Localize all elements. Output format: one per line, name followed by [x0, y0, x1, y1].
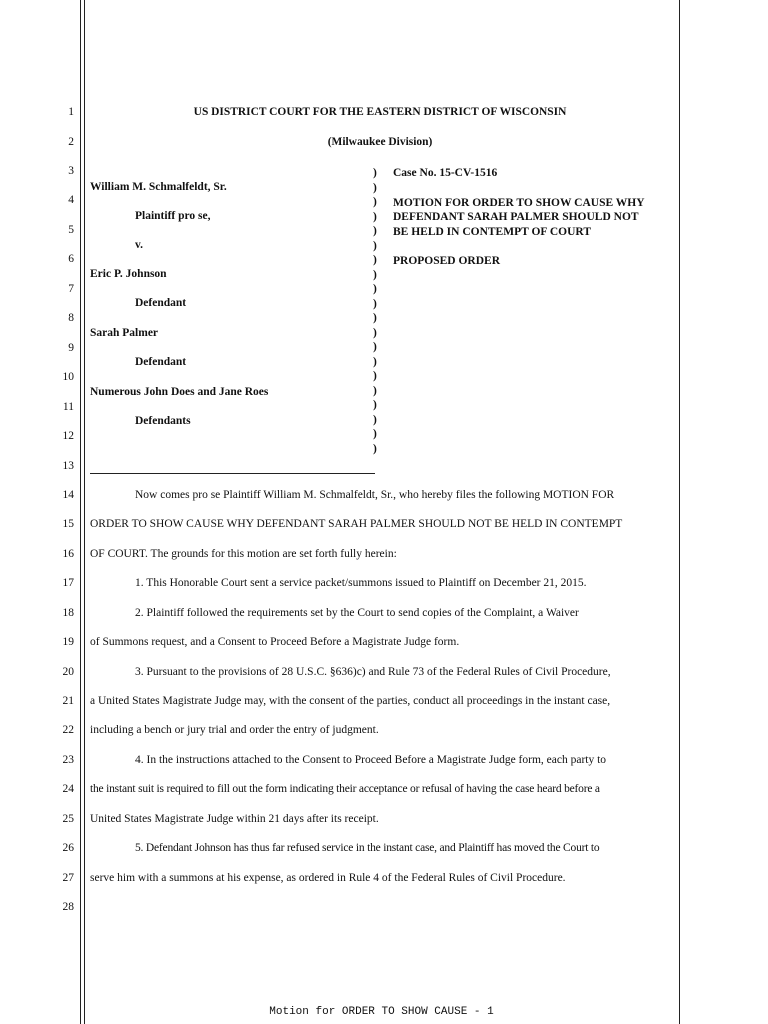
- caption-paren: ): [373, 384, 377, 397]
- line-number: 3: [68, 165, 74, 177]
- court-title: US DISTRICT COURT FOR THE EASTERN DISTRICT OF WISCONSIN: [193, 106, 567, 118]
- caption-paren: ): [373, 196, 377, 208]
- line-number: 8: [68, 312, 74, 324]
- caption-paren: ): [373, 167, 377, 179]
- defendant-2-name: Sarah Palmer: [90, 327, 159, 339]
- paragraph-4-line-1: 4. In the instructions attached to the Consent to Proceed Before a Magistrate Judge form, each party to: [135, 754, 607, 766]
- caption-paren: ): [373, 181, 377, 194]
- caption-paren: ): [373, 428, 377, 440]
- caption-paren: ): [373, 297, 377, 310]
- plaintiff-role: Plaintiff pro se,: [135, 210, 211, 222]
- body-line-14: Now comes pro se Plaintiff William M. Schmalfeldt, Sr., who hereby files the following MOTION FOR: [135, 489, 615, 501]
- versus: v.: [135, 239, 143, 251]
- line-number: 14: [62, 489, 74, 501]
- defendant-1-role: Defendant: [135, 297, 187, 309]
- caption-paren: ): [373, 442, 377, 455]
- defendant-2-role: Defendant: [135, 356, 187, 368]
- left-margin-line-inner: [84, 0, 85, 1024]
- line-number: 10: [62, 371, 74, 383]
- line-number: 18: [62, 607, 74, 619]
- line-number: 26: [62, 842, 74, 854]
- line-number: 4: [68, 194, 74, 206]
- line-number: 7: [68, 283, 74, 295]
- case-number: Case No. 15-CV-1516: [393, 167, 498, 179]
- body-line-16: OF COURT. The grounds for this motion are set forth fully herein:: [90, 548, 397, 560]
- plaintiff-name: William M. Schmalfeldt, Sr.: [90, 181, 227, 193]
- caption-paren: ): [373, 239, 377, 252]
- line-number: 15: [62, 518, 74, 530]
- caption-paren: ): [373, 268, 377, 281]
- motion-title-line-1: MOTION FOR ORDER TO SHOW CAUSE WHY: [393, 197, 645, 209]
- caption-parentheses: [373, 166, 383, 456]
- court-division: (Milwaukee Division): [327, 136, 433, 148]
- caption-paren: ): [373, 210, 377, 223]
- paragraph-4-line-2: the instant suit is required to fill out the form indicating their acceptance or refusal of having the case heard before a: [90, 783, 600, 795]
- line-number: 20: [62, 666, 74, 678]
- right-margin-line: [679, 0, 680, 1024]
- line-number: 12: [62, 430, 74, 442]
- proposed-order: PROPOSED ORDER: [393, 255, 501, 267]
- line-number: 17: [62, 577, 74, 589]
- paragraph-5-line-1: 5. Defendant Johnson has thus far refused service in the instant case, and Plaintiff has moved the Court to: [135, 842, 600, 854]
- paragraph-5-line-2: serve him with a summons at his expense, as ordered in Rule 4 of the Federal Rules of Civil Procedure.: [90, 872, 566, 884]
- caption-paren: ): [373, 283, 377, 295]
- caption-paren: ): [373, 413, 377, 426]
- line-number: 23: [62, 754, 74, 766]
- caption-paren: ): [373, 312, 377, 324]
- line-number: 16: [62, 548, 74, 560]
- motion-title-line-2: DEFENDANT SARAH PALMER SHOULD NOT: [393, 211, 639, 223]
- left-margin-line: [80, 0, 81, 1024]
- line-number: 19: [62, 636, 74, 648]
- line-number: 27: [62, 872, 74, 884]
- paragraph-1: 1. This Honorable Court sent a service packet/summons issued to Plaintiff on December 21, 2015.: [135, 577, 587, 589]
- defendant-3-role: Defendants: [135, 415, 191, 427]
- line-number: 2: [68, 136, 74, 148]
- line-number: 6: [68, 253, 74, 265]
- line-number: 24: [62, 783, 74, 795]
- caption-paren: ): [373, 326, 377, 339]
- line-number: 28: [62, 901, 74, 913]
- line-number: 13: [62, 460, 74, 472]
- line-number: 1: [68, 106, 74, 118]
- line-number: 21: [62, 695, 74, 707]
- line-number: 5: [68, 224, 74, 236]
- defendant-3-name: Numerous John Does and Jane Roes: [90, 386, 269, 398]
- paragraph-2-line-2: of Summons request, and a Consent to Proceed Before a Magistrate Judge form.: [90, 636, 460, 648]
- line-number: 25: [62, 813, 74, 825]
- caption-paren: ): [373, 225, 377, 237]
- caption-paren: ): [373, 399, 377, 411]
- page-footer: Motion for ORDER TO SHOW CAUSE - 1: [269, 1006, 494, 1018]
- body-line-15: ORDER TO SHOW CAUSE WHY DEFENDANT SARAH PALMER SHOULD NOT BE HELD IN CONTEMPT: [90, 518, 623, 530]
- paragraph-4-line-3: United States Magistrate Judge within 21 days after its receipt.: [90, 813, 379, 825]
- line-number: 22: [62, 724, 74, 736]
- motion-title-line-3: BE HELD IN CONTEMPT OF COURT: [393, 226, 591, 238]
- caption-paren: ): [373, 341, 377, 353]
- defendant-1-name: Eric P. Johnson: [90, 268, 167, 280]
- line-number: 11: [62, 401, 74, 413]
- line-number: 9: [68, 342, 74, 354]
- caption-paren: ): [373, 370, 377, 382]
- caption-rule: [90, 473, 375, 474]
- paragraph-3-line-3: including a bench or jury trial and order the entry of judgment.: [90, 724, 379, 736]
- paragraph-3-line-1: 3. Pursuant to the provisions of 28 U.S.C. §636)c) and Rule 73 of the Federal Rules of Civil Procedure,: [135, 666, 611, 678]
- paragraph-2-line-1: 2. Plaintiff followed the requirements set by the Court to send copies of the Complaint, a Waiver: [135, 607, 579, 619]
- paragraph-3-line-2: a United States Magistrate Judge may, with the consent of the parties, conduct all proceedings in the instant case,: [90, 695, 611, 707]
- caption-paren: ): [373, 355, 377, 368]
- caption-paren: ): [373, 254, 377, 266]
